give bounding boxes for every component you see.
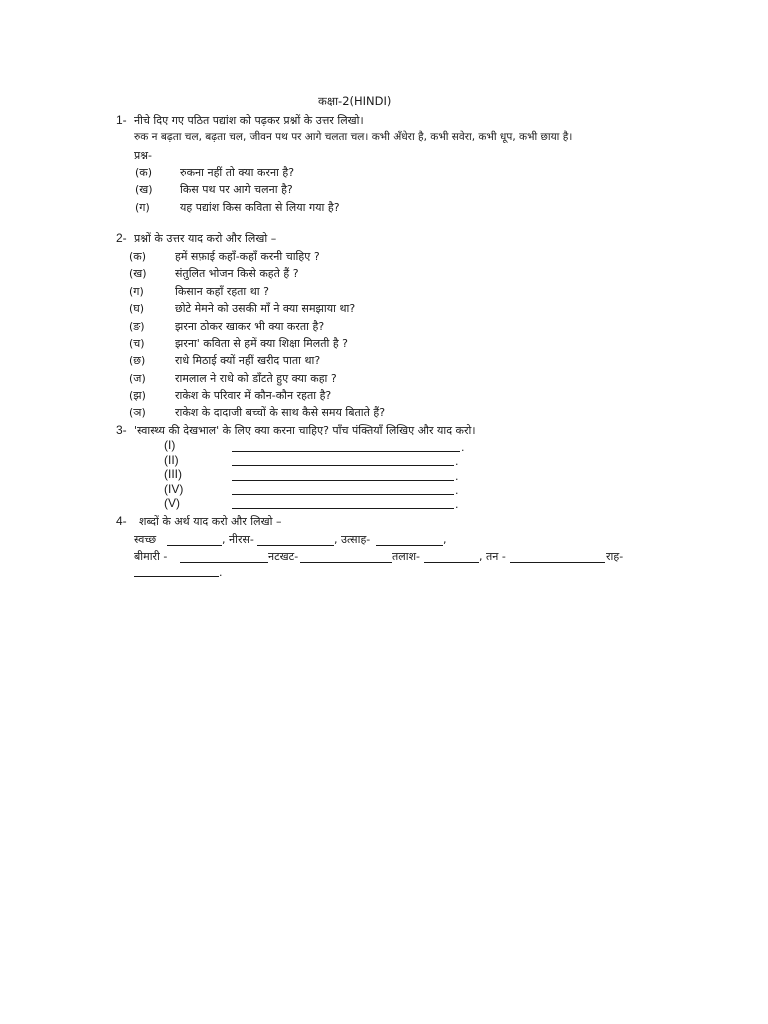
row3-end-dot: . xyxy=(219,566,223,579)
meaning-blank-utsaah[interactable] xyxy=(376,545,443,546)
q1-item-text: यह पद्यांश किस कविता से लिया गया है? xyxy=(180,201,340,214)
q2-item-label: (ज) xyxy=(129,372,146,385)
q3-answer-line[interactable] xyxy=(232,480,454,481)
q3-line-label: (III) xyxy=(164,467,182,481)
q2-item-label: (क) xyxy=(129,250,147,263)
q3-line-label: (I) xyxy=(164,438,176,452)
q3-line-dot: . xyxy=(455,498,459,511)
q2-item-text: राकेश के परिवार में कौन-कौन रहता है? xyxy=(175,389,332,402)
word-raah: राह- xyxy=(606,550,624,563)
row1-comma: , xyxy=(443,533,447,546)
word-beemari: बीमारी - xyxy=(134,550,168,563)
q3-line-dot: . xyxy=(455,470,459,483)
word-talaash: तलाश- xyxy=(392,550,421,563)
q3-line-label: (V) xyxy=(164,496,180,510)
meaning-blank-svachchh[interactable] xyxy=(167,545,222,546)
q3-line-label: (IV) xyxy=(164,482,184,496)
q1-number: 1- xyxy=(116,113,127,127)
meaning-blank-beemari[interactable] xyxy=(180,562,268,563)
q4-number: 4- xyxy=(116,514,127,528)
meaning-blank-tan[interactable] xyxy=(510,562,605,563)
q2-item-text: संतुलित भोजन किसे कहते हैं ? xyxy=(175,267,299,280)
meaning-blank-natkhat[interactable] xyxy=(300,562,392,563)
word-svachchh: स्वच्छ xyxy=(134,533,157,546)
q2-item-text: किसान कहाँ रहता था ? xyxy=(175,285,269,298)
q2-item-label: (ख) xyxy=(129,267,147,280)
meaning-blank-neeras[interactable] xyxy=(257,545,334,546)
q3-line-dot: . xyxy=(455,484,459,497)
q3-number: 3- xyxy=(116,423,127,437)
q3-answer-line[interactable] xyxy=(232,508,454,509)
q2-instruction: प्रश्नों के उत्तर याद करो और लिखो – xyxy=(134,232,277,245)
q2-item-text: झरना' कविता से हमें क्या शिक्षा मिलती है ? xyxy=(175,337,349,350)
q2-item-text: हमें सफ़ाई कहाँ-कहाँ करनी चाहिए ? xyxy=(175,250,320,263)
q3-line-dot: . xyxy=(461,441,465,454)
q2-item-label: (ङ) xyxy=(129,320,145,333)
q2-item-text: रामलाल ने राधे को डाँटते हुए क्या कहा ? xyxy=(175,372,337,385)
q2-item-label: (ञ) xyxy=(129,406,146,419)
q1-passage: रुक न बढ़ता चल, बढ़ता चल, जीवन पथ पर आगे चलता चल। कभी अँधेरा है, कभी सवेरा, कभी धूप, कभी छाया है। xyxy=(134,131,573,143)
q1-prashn-label: प्रश्न- xyxy=(134,149,153,162)
q2-number: 2- xyxy=(116,231,127,245)
q2-item-label: (च) xyxy=(129,337,145,350)
q1-item-label: (ख) xyxy=(135,183,153,196)
meaning-blank-talaash[interactable] xyxy=(424,562,479,563)
q1-item-text: रुकना नहीं तो क्या करना है? xyxy=(180,166,295,179)
q3-line-dot: . xyxy=(455,455,459,468)
q2-item-label: (ग) xyxy=(129,285,144,298)
q3-answer-line[interactable] xyxy=(232,494,454,495)
q2-item-label: (छ) xyxy=(129,354,146,367)
word-tan: , तन - xyxy=(479,550,506,563)
q2-item-text: राधे मिठाई क्यों नहीं खरीद पाता था? xyxy=(175,354,321,367)
q1-item-label: (क) xyxy=(135,166,153,179)
word-neeras: , नीरस- xyxy=(222,533,254,546)
q1-item-text: किस पथ पर आगे चलना है? xyxy=(180,183,293,196)
q2-item-text: राकेश के दादाजी बच्चों के साथ कैसे समय बिताते हैं? xyxy=(175,406,386,419)
word-utsaah: , उत्साह- xyxy=(334,533,371,546)
q2-item-text: छोटे मेमने को उसकी माँ ने क्या समझाया था? xyxy=(175,302,356,315)
q2-item-text: झरना ठोकर खाकर भी क्या करता है? xyxy=(175,320,325,333)
page-title: कक्षा-2(HINDI) xyxy=(318,94,392,108)
q3-instruction: 'स्वास्थ्य की देखभाल' के लिए क्या करना चाहिए? पाँच पंक्तियाँ लिखिए और याद करो। xyxy=(134,424,476,437)
q3-line-label: (II) xyxy=(164,453,179,467)
q4-instruction: शब्दों के अर्थ याद करो और लिखो – xyxy=(139,515,282,528)
meaning-blank-raah[interactable] xyxy=(134,576,219,577)
q3-answer-line[interactable] xyxy=(232,465,454,466)
q1-instruction: नीचे दिए गए पठित पद्यांश को पढ़कर प्रश्नों के उत्तर लिखो। xyxy=(134,114,364,127)
q2-item-label: (झ) xyxy=(129,389,146,402)
word-natkhat: नटखट- xyxy=(268,550,299,563)
q3-answer-line[interactable] xyxy=(232,451,460,452)
q1-item-label: (ग) xyxy=(135,201,150,214)
q2-item-label: (घ) xyxy=(129,302,145,315)
